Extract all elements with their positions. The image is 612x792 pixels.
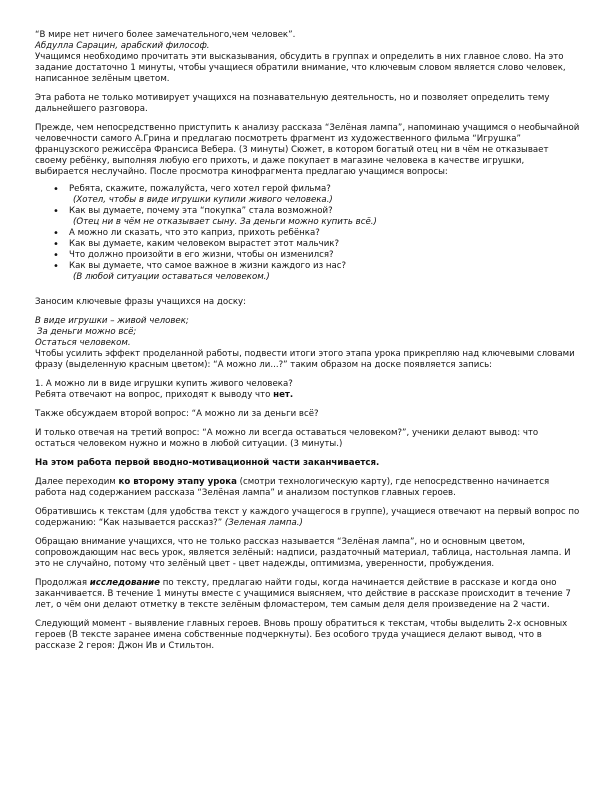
paragraph-8 [35,458,580,469]
document-page [35,30,580,652]
board-intro: Заносим ключевые фразы учащихся на доску: [35,297,247,307]
board-line-1-text: В виде игрушки – живой человек; [35,316,189,326]
list-item: • Как вы думаете, что самое важное в жизни каждого из нас? [69,261,580,272]
paragraph-4: Чтобы усилить эффект проделанной работы, подвести итоги этого этапа урока прикрепляю над ключевыми словами фразу (выделенную красным цветом): “А можно ли...?” таким образом на доске появляется запись: [35,349,575,370]
epigraph-author-text: Абдулла Сарацин, арабский философ. [35,41,210,51]
p12-start: Продолжая [35,578,90,588]
epigraph-quote: “В мире нет ничего более замечательного,чем человек”. [35,30,296,40]
p9-bold: ко второму этапу урока [118,477,237,487]
list-item-answer: (Отец ни в чём не отказывает сыну. За деньги можно купить всё.) [73,217,377,227]
board-line-1 [35,316,580,327]
conclusion-text: Ребята отвечают на вопрос, приходят к выводу что [35,390,274,400]
list-item: • Как вы думаете, каким человеком вырастет этот мальчик? [69,239,580,250]
paragraph-2: Эта работа не только мотивирует учащихся на познавательную деятельность, но и позволяет определить тему дальнейшего разговора. [35,93,550,114]
p9-start: Далее переходим [35,477,119,487]
paragraph-6: Также обсуждаем второй вопрос: “А можно ли за деньги всё? [35,409,319,419]
list-item: • Как вы думаете, почему эта “покупка” стала возможной? [69,206,580,217]
conclusion-line [35,390,580,401]
paragraph-13: Следующий момент - выявление главных героев. Вновь прошу обратиться к текстам, чтобы выделить 2-х основных героев (В тексте заранее имена собственные подчеркнуты). Без особого труда учащиеся делают вывод, что в рассказе 2 героя: Джон Ив и Стильтон. [35,619,568,651]
list-item: • А можно ли сказать, что это каприз, прихоть ребёнка? [69,228,580,239]
question-line-1: 1. А можно ли в виде игрушки купить живого человека? [35,379,293,389]
board-line-2-text: За деньги можно всё; [37,327,137,337]
list-item: • Что должно произойти в его жизни, чтобы он изменился? [69,250,580,261]
paragraph-8-bold: На этом работа первой вводно-мотивационной части заканчивается. [35,458,380,468]
p9-end: (смотри технологическую карту), где непосредственно начинается работа над содержанием рассказа “Зелёная лампа” и анализом поступков главных героев. [35,477,550,498]
paragraph-12 [35,578,580,611]
list-item: • Ребята, скажите, пожалуйста, чего хотел герой фильма? [69,184,580,195]
p10-start: Обратившись к текстам (для удобства текст у каждого учащегося в группе), учащиеся отвечают на первый вопрос по содержанию: “Как называется рассказ?” [35,507,580,528]
list-item-answer: (Хотел, чтобы в виде игрушки купили живого человека.) [73,195,333,205]
list-item-answer: (В любой ситуации оставаться человеком.) [73,272,270,282]
question-list [35,184,580,283]
paragraph-7: И только отвечая на третий вопрос: “А можно ли всегда оставаться человеком?”, ученики делают вывод: что остаться человеком нужно и можно в любой ситуации. (3 минуты.) [35,428,539,449]
paragraph-11: Обращаю внимание учащихся, что не только рассказ называется “Зелёная лампа”, но и основным цветом, сопровождающим нас весь урок, является зелёный: надписи, раздаточный материал, таблица, настольная лампа. И это не случайно, потому что зелёный цвет - цвет надежды, оптимизма, уверенности, пробуждения. [35,537,571,569]
conclusion-bold: нет. [273,390,294,400]
paragraph-9 [35,477,580,499]
p12-bold [90,578,160,588]
board-line-3-text: Остаться человеком. [35,338,131,348]
paragraph-1: Учащимся необходимо прочитать эти высказывания, обсудить в группах и определить в них главное слово. На это задание достаточно 1 минуты, чтобы учащиеся обратили внимание, что ключевым словом является слово человек, написанное зелёным цветом. [35,52,566,84]
board-line-3 [35,338,580,349]
p12-end: по тексту, предлагаю найти годы, когда начинается действие в рассказе и когда оно заканчивается. В течение 1 минуты вместе с учащимися выясняем, что действие в рассказе происходит в течение 7 лет, о чём они делают отметку в тексте зелёным фломастером, тем самым деля деля произведение на 2 части. [35,578,571,610]
p10-italic: (Зеленая лампа.) [224,518,303,528]
p12-bold-italic: исследование [89,578,160,588]
paragraph-3: Прежде, чем непосредственно приступить к анализу рассказа “Зелёная лампа”, напоминаю учащимся о необычайной человечности самого А.Грина и предлагаю посмотреть фрагмент из художественного фильма “Игрушка” французского режиссёра Франсиса Вебера. (3 минуты) Сюжет, в котором богатый отец ни в чём не отказывает своему ребёнку, выполняя любую его прихоть, и даже покупает в магазине человека в качестве игрушки, выбирается неслучайно. После просмотра кинофрагмента предлагаю учащимся вопросы: [35,123,580,177]
board-line-2 [35,327,580,338]
paragraph-10 [35,507,580,529]
epigraph-author [35,41,580,52]
